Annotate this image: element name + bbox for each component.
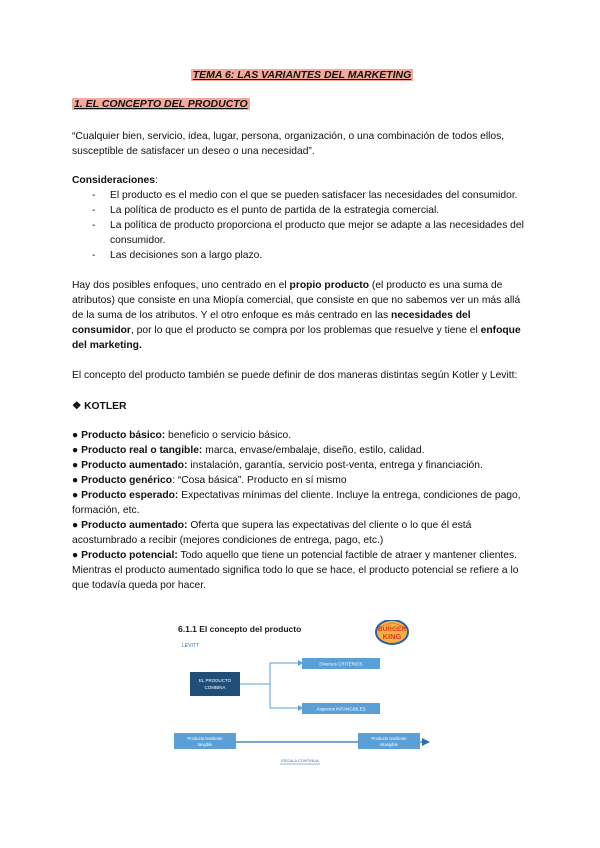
list-item: ● Producto aumentado: Oferta que supera las expectativas del cliente o lo que él está acostumbrado a recibir (mejores condiciones de entrega, pago, etc.) xyxy=(72,520,472,546)
intangible-box-line1: Producto tendiente xyxy=(371,736,407,741)
levitt-diagram xyxy=(170,620,432,770)
kotler-heading: ❖ KOTLER xyxy=(72,401,127,412)
logo-text-top: BURGER xyxy=(377,626,407,633)
document-page xyxy=(72,68,532,593)
approaches-paragraph: Hay dos posibles enfoques, uno centrado en el propio producto (el producto es una suma de atributos) que consiste en una Miopía comercial, que consiste en que no sabemos ver un más allá de la suma de los atributos. Y el otro enfoque es más centrado en las necesidades del consumidor, por lo que el producto se compra por los problemas que resuelve y tiene el enfoque del marketing. xyxy=(72,280,521,351)
levitt-diagram-svg xyxy=(170,620,432,770)
list-item: ● Producto genérico: “Cosa básica”. Producto en sí mismo xyxy=(72,475,347,486)
tangible-box-line2: tangible xyxy=(197,742,213,747)
intangibles-box-text: Aspectos INTANGIBLES xyxy=(316,706,366,712)
center-box-line1: EL PRODUCTO xyxy=(198,678,232,683)
list-item: ● Producto real o tangible: marca, envase/embalaje, diseño, estilo, calidad. xyxy=(72,445,425,456)
continuum-arrowhead xyxy=(422,738,430,746)
considerations-list xyxy=(72,188,532,263)
criteria-box-text: Diversos CRITERIOS xyxy=(319,661,363,667)
list-item: ● Producto esperado: Expectativas mínimas del cliente. Incluye la entrega, condiciones de pago, formación, etc. xyxy=(72,490,521,516)
diagram-subtitle: LEVITT xyxy=(182,643,199,649)
list-item: ● Producto aumentado: instalación, garantía, servicio post-venta, entrega y financiación. xyxy=(72,460,483,471)
section-heading: 1. EL CONCEPTO DEL PRODUCTO xyxy=(74,98,248,110)
list-item: - La política de producto es el punto de partida de la estrategia comercial. xyxy=(92,203,532,218)
list-item: ● Producto básico: beneficio o servicio básico. xyxy=(72,430,292,441)
scale-label: ESCALA CONTINUA xyxy=(281,758,319,763)
product-definition-quote: “Cualquier bien, servicio, idea, lugar, persona, organización, o una combinación de todos ellos, susceptible de satisfacer un deseo o una necesidad”. xyxy=(72,131,505,157)
kotler-list xyxy=(72,428,532,593)
considerations-heading: Consideraciones: xyxy=(72,175,158,186)
center-box-line2: COMBINA xyxy=(204,685,226,690)
list-item: - Las decisiones son a largo plazo. xyxy=(92,248,532,263)
list-item: - La política de producto proporciona el producto que mejor se adapte a las necesidades del consumidor. xyxy=(92,218,532,248)
logo-text-bottom: KING xyxy=(382,632,402,641)
list-item: - El producto es el medio con el que se pueden satisfacer las necesidades del consumidor. xyxy=(92,188,532,203)
list-item: ● Producto potencial: Todo aquello que tiene un potencial factible de atraer y mantener clientes. Mientras el producto aumentado significa todo lo que se hace, el producto potencial se refiere a lo que todavía queda por hacer. xyxy=(72,550,519,591)
burger-king-logo xyxy=(376,620,408,644)
connector-top xyxy=(238,663,298,684)
connector-bottom xyxy=(270,684,298,708)
center-box xyxy=(190,672,240,696)
definition-paragraph: El concepto del producto también se puede definir de dos maneras distintas según Kotler y Levitt: xyxy=(72,370,518,381)
intangible-box-line2: intangible xyxy=(380,742,398,747)
diagram-title: 6.1.1 El concepto del producto xyxy=(178,624,302,634)
tangible-box-line1: Producto tendiente xyxy=(187,736,223,741)
document-title: TEMA 6: LAS VARIANTES DEL MARKETING xyxy=(192,69,412,81)
